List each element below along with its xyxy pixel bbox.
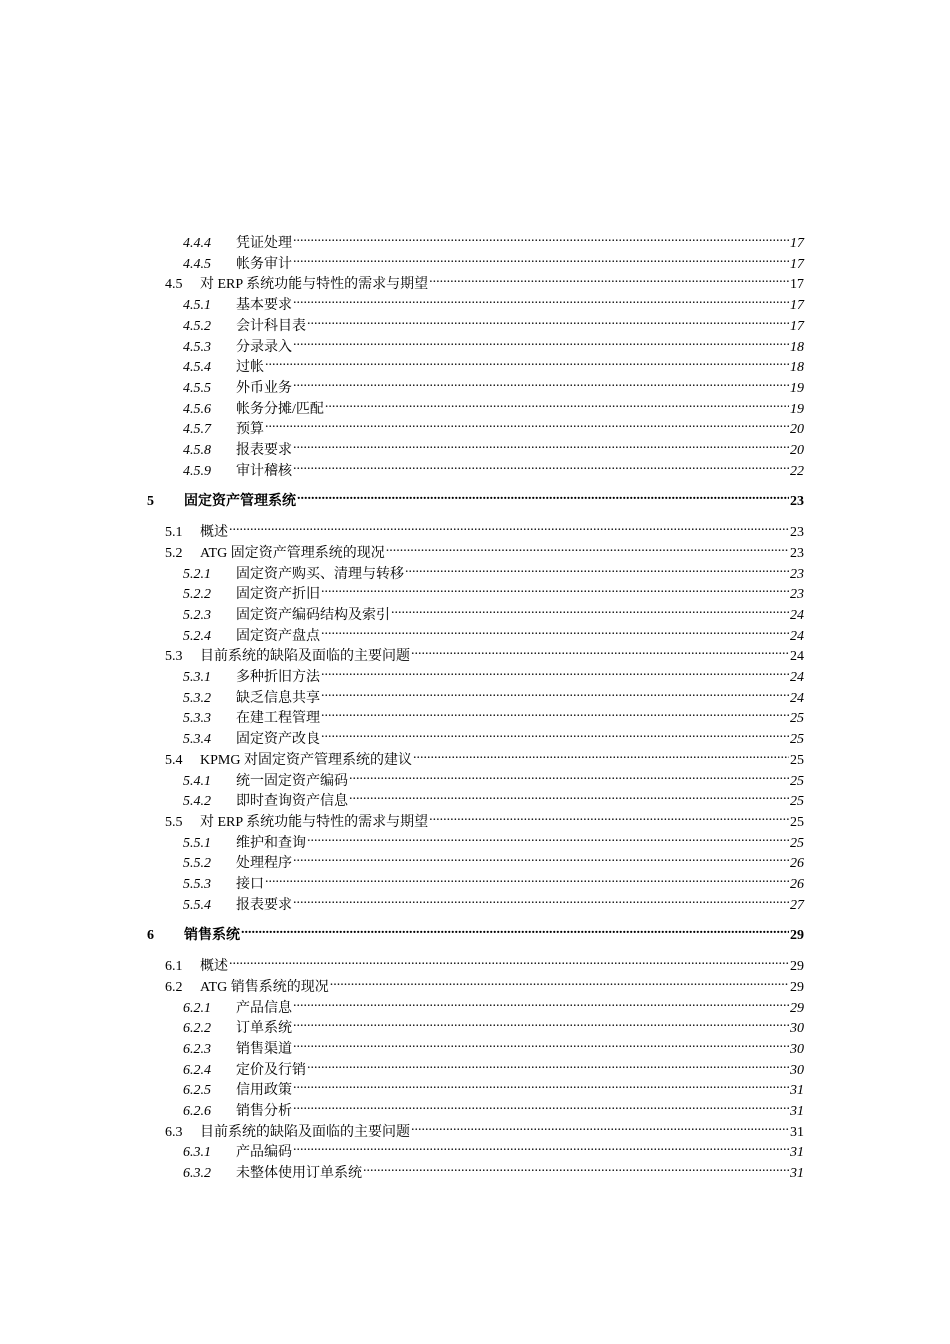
toc-entry-page: 17 (790, 318, 804, 334)
toc-entry-title: 帐务分摊/匹配 (236, 401, 324, 417)
toc-entry-title: 固定资产折旧 (236, 587, 320, 603)
toc-entry-title: 产品编码 (236, 1145, 292, 1161)
toc-entry-number: 5.5.2 (183, 856, 211, 872)
toc-dot-leader (321, 663, 789, 681)
toc-dot-leader (297, 487, 789, 505)
toc-dot-leader (391, 601, 789, 619)
toc-entry-page: 31 (790, 1124, 804, 1140)
toc-entry-number: 5.2.1 (183, 566, 211, 582)
toc-entry-number: 4.5.2 (183, 318, 211, 334)
toc-entry-title: 固定资产盘点 (236, 628, 320, 644)
toc-entry-number: 4.5.9 (183, 463, 211, 479)
toc-entry-title: 销售渠道 (236, 1041, 292, 1057)
toc-entry-number: 4.5.4 (183, 360, 211, 376)
toc-entry-number: 5 (147, 494, 154, 510)
toc-entry[interactable] (183, 1138, 804, 1161)
toc-entry[interactable] (183, 622, 804, 644)
toc-entry-number: 6.2.4 (183, 1062, 211, 1078)
toc-entry-number: 5.3 (165, 649, 183, 665)
toc-dot-leader (293, 849, 789, 867)
toc-entry-number: 5.1 (165, 525, 183, 541)
toc-entry-page: 25 (790, 752, 804, 768)
toc-entry-title: 信用政策 (236, 1083, 292, 1099)
toc-entry-page: 17 (790, 256, 804, 272)
toc-dot-leader (293, 1035, 789, 1053)
toc-entry-number: 4.5.3 (183, 339, 211, 355)
toc-dot-leader (293, 250, 789, 268)
toc-entry-number: 4.5.5 (183, 380, 211, 396)
toc-dot-leader (265, 870, 789, 888)
toc-entry-page: 24 (790, 690, 804, 706)
toc-entry-title: 目前系统的缺陷及面临的主要问题 (200, 1124, 410, 1140)
toc-entry[interactable] (183, 312, 804, 334)
toc-dot-leader (405, 560, 789, 578)
toc-entry-page: 22 (790, 463, 804, 479)
toc-entry-number: 6.2.2 (183, 1021, 211, 1037)
toc-entry-title: 对 ERP 系统功能与特性的需求与期望 (200, 277, 429, 293)
toc-dot-leader (429, 270, 789, 288)
toc-entry[interactable] (165, 518, 804, 541)
toc-dot-leader (321, 684, 789, 702)
toc-entry-title: 销售分析 (236, 1104, 292, 1119)
toc-entry-number: 5.2 (165, 545, 183, 561)
toc-entry-title: 基本要求 (236, 298, 292, 314)
toc-dot-leader (229, 518, 789, 536)
toc-entry-title: 接口 (236, 877, 264, 892)
toc-entry-page: 23 (790, 545, 804, 561)
toc-entry-page: 24 (790, 607, 804, 623)
toc-dot-leader (321, 622, 789, 640)
toc-entry-number: 4.5 (165, 277, 183, 293)
toc-entry-page: 27 (790, 897, 804, 913)
toc-dot-leader (321, 580, 789, 598)
toc-entry-title: 报表要求 (236, 897, 292, 913)
toc-entry[interactable] (183, 1097, 804, 1119)
toc-entry-number: 6.2 (165, 979, 183, 995)
toc-entry[interactable] (183, 580, 804, 603)
toc-entry-number: 6.2.1 (183, 1000, 211, 1016)
toc-entry-title: 目前系统的缺陷及面临的主要问题 (200, 649, 410, 665)
toc-entry-number: 5.3.4 (183, 732, 211, 748)
toc-entry-title: ATG 固定资产管理系统的现况 (200, 545, 385, 561)
toc-dot-leader (293, 1014, 789, 1032)
toc-entry[interactable] (147, 921, 804, 944)
toc-entry-page: 29 (790, 959, 804, 975)
toc-entry[interactable] (183, 601, 804, 623)
toc-entry[interactable] (183, 1159, 804, 1182)
toc-entry[interactable] (183, 870, 804, 892)
toc-entry-number: 5.5.1 (183, 835, 211, 851)
toc-dot-leader (293, 457, 789, 475)
toc-entry-page: 29 (790, 1000, 804, 1016)
toc-entry-number: 5.3.3 (183, 711, 211, 727)
toc-entry[interactable] (165, 808, 804, 830)
toc-dot-leader (411, 642, 789, 660)
toc-entry-number: 4.5.1 (183, 298, 211, 314)
toc-entry-page: 31 (790, 1104, 804, 1119)
toc-entry[interactable] (183, 374, 804, 396)
toc-entry-number: 4.5.8 (183, 443, 211, 458)
toc-entry-title: 在建工程管理 (236, 711, 320, 727)
toc-entry-page: 30 (790, 1041, 804, 1057)
toc-entry-number: 6.3 (165, 1124, 183, 1140)
toc-entry[interactable] (183, 663, 804, 685)
toc-entry[interactable] (183, 725, 804, 748)
toc-entry[interactable] (183, 767, 804, 789)
toc-dot-leader (293, 1076, 789, 1094)
toc-entry-page: 31 (790, 1145, 804, 1161)
toc-entry-title: 销售系统 (184, 928, 240, 944)
toc-entry-page: 25 (790, 814, 804, 830)
toc-entry[interactable] (183, 291, 804, 314)
toc-entry-page: 23 (790, 566, 804, 582)
toc-entry-number: 6.1 (165, 959, 183, 975)
toc-entry-page: 25 (790, 711, 804, 727)
toc-dot-leader (321, 704, 789, 722)
toc-entry-number: 5.5.4 (183, 897, 211, 913)
toc-dot-leader (411, 1118, 789, 1136)
toc-entry-page: 31 (790, 1166, 804, 1182)
toc-entry[interactable] (183, 1014, 804, 1037)
toc-entry-page: 17 (790, 236, 804, 251)
toc-entry-page: 18 (790, 339, 804, 355)
toc-entry-number: 6.2.6 (183, 1104, 211, 1119)
toc-entry[interactable] (183, 704, 804, 727)
toc-entry-title: 订单系统 (236, 1021, 292, 1037)
toc-entry-page: 29 (790, 979, 804, 995)
toc-entry[interactable] (183, 353, 804, 376)
toc-entry-number: 5.5 (165, 814, 183, 830)
toc-dot-leader (293, 891, 789, 909)
toc-entry-page: 19 (790, 401, 804, 417)
toc-entry[interactable] (183, 891, 804, 913)
toc-entry-number: 4.5.7 (183, 422, 211, 438)
toc-entry-page: 25 (790, 794, 804, 810)
toc-entry-number: 4.4.5 (183, 256, 211, 272)
toc-entry-title: 对 ERP 系统功能与特性的需求与期望 (200, 814, 429, 830)
toc-entry[interactable] (183, 415, 804, 438)
toc-dot-leader (293, 1097, 789, 1115)
toc-dot-leader (293, 333, 789, 351)
toc-dot-leader (429, 808, 789, 826)
toc-entry[interactable] (183, 395, 804, 417)
toc-entry-number: 6.3.1 (183, 1145, 211, 1161)
toc-entry-page: 17 (790, 277, 804, 293)
toc-entry-page: 30 (790, 1021, 804, 1037)
toc-entry-title: 多种折旧方法 (236, 670, 320, 685)
toc-dot-leader (413, 746, 789, 764)
toc-entry-page: 23 (790, 525, 804, 541)
toc-dot-leader (349, 767, 789, 785)
toc-dot-leader (293, 436, 789, 454)
toc-entry-page: 25 (790, 773, 804, 789)
toc-entry[interactable] (183, 436, 804, 458)
toc-entry-page: 19 (790, 380, 804, 396)
toc-entry-title: 预算 (236, 422, 264, 438)
toc-entry-title: 维护和查询 (236, 835, 306, 851)
toc-entry-title: 处理程序 (236, 856, 292, 872)
toc-dot-leader (241, 921, 789, 939)
toc-entry[interactable] (165, 746, 804, 768)
toc-entry-number: 6.2.3 (183, 1041, 211, 1057)
toc-entry-number: 5.3.2 (183, 690, 211, 706)
toc-entry[interactable] (183, 1056, 804, 1078)
toc-entry-title: 帐务审计 (236, 256, 292, 272)
toc-entry-number: 5.2.4 (183, 628, 211, 644)
toc-entry-title: 未整体使用订单系统 (236, 1166, 362, 1182)
toc-entry-page: 23 (790, 587, 804, 603)
toc-entry-title: 固定资产编码结构及索引 (236, 607, 390, 623)
toc-dot-leader (330, 973, 789, 991)
toc-entry-title: 固定资产管理系统 (184, 494, 296, 510)
toc-entry-title: 外币业务 (236, 380, 292, 396)
toc-entry-title: 固定资产改良 (236, 732, 320, 748)
toc-entry-number: 6.2.5 (183, 1083, 211, 1099)
toc-dot-leader (386, 539, 789, 557)
toc-entry-page: 29 (790, 928, 804, 944)
toc-dot-leader (325, 395, 789, 413)
toc-dot-leader (293, 291, 789, 309)
toc-entry-number: 4.4.4 (183, 236, 211, 251)
toc-entry[interactable] (183, 684, 804, 706)
toc-entry-title: 即时查询资产信息 (236, 794, 348, 810)
toc-dot-leader (307, 312, 789, 330)
toc-entry-title: 凭证处理 (236, 236, 292, 251)
toc-entry-number: 5.4.1 (183, 773, 211, 789)
toc-entry-number: 5.5.3 (183, 877, 211, 892)
toc-entry-page: 26 (790, 877, 804, 892)
toc-dot-leader (307, 829, 789, 847)
toc-entry[interactable] (183, 849, 804, 872)
toc-entry[interactable] (165, 539, 804, 561)
toc-dot-leader (265, 415, 789, 433)
toc-entry[interactable] (165, 642, 804, 665)
toc-entry-page: 25 (790, 835, 804, 851)
toc-dot-leader (293, 994, 789, 1012)
toc-entry[interactable] (183, 333, 804, 355)
toc-entry[interactable] (183, 229, 804, 251)
toc-entry-title: 产品信息 (236, 1000, 292, 1016)
toc-entry-title: 概述 (200, 525, 228, 541)
toc-entry-page: 31 (790, 1083, 804, 1099)
toc-dot-leader (293, 1138, 789, 1156)
toc-entry[interactable] (165, 952, 804, 975)
toc-entry-page: 18 (790, 360, 804, 376)
toc-entry-number: 4.5.6 (183, 401, 211, 417)
toc-entry-page: 24 (790, 628, 804, 644)
toc-entry-title: 概述 (200, 959, 228, 975)
toc-dot-leader (229, 952, 789, 970)
toc-dot-leader (363, 1159, 789, 1177)
toc-entry-page: 23 (790, 494, 804, 510)
toc-entry[interactable] (165, 1118, 804, 1140)
toc-entry[interactable] (183, 457, 804, 479)
toc-entry-title: 过帐 (236, 360, 264, 376)
toc-entry[interactable] (183, 250, 804, 272)
toc-entry-page: 20 (790, 422, 804, 438)
toc-dot-leader (321, 725, 789, 743)
toc-entry-number: 5.2.3 (183, 607, 211, 623)
toc-entry-page: 25 (790, 732, 804, 748)
toc-entry-title: 统一固定资产编码 (236, 773, 348, 789)
toc-entry-title: 会计科目表 (236, 318, 306, 334)
toc-entry-title: 分录录入 (236, 339, 292, 355)
toc-entry-number: 6 (147, 928, 154, 944)
toc-entry-title: 固定资产购买、清理与转移 (236, 566, 404, 582)
toc-entry-title: 定价及行销 (236, 1062, 306, 1078)
toc-dot-leader (293, 374, 789, 392)
toc-entry[interactable] (165, 973, 804, 995)
toc-entry-title: ATG 销售系统的现况 (200, 979, 329, 995)
toc-entry-number: 5.4 (165, 752, 183, 768)
toc-entry-page: 26 (790, 856, 804, 872)
toc-entry-number: 6.3.2 (183, 1166, 211, 1182)
toc-entry[interactable] (183, 1035, 804, 1057)
toc-entry-page: 24 (790, 649, 804, 665)
toc-entry[interactable] (165, 270, 804, 293)
toc-entry-page: 17 (790, 298, 804, 314)
toc-entry[interactable] (183, 829, 804, 851)
toc-entry-number: 5.3.1 (183, 670, 211, 685)
toc-dot-leader (349, 787, 789, 805)
toc-entry-page: 20 (790, 443, 804, 458)
toc-entry[interactable] (183, 787, 804, 810)
toc-entry-title: 缺乏信息共享 (236, 690, 320, 706)
toc-entry[interactable] (183, 994, 804, 1016)
toc-entry-title: 审计稽核 (236, 463, 292, 479)
toc-dot-leader (307, 1056, 789, 1074)
toc-entry-number: 5.2.2 (183, 587, 211, 603)
toc-entry-number: 5.4.2 (183, 794, 211, 810)
toc-dot-leader (265, 353, 789, 371)
toc-dot-leader (293, 229, 789, 247)
toc-entry-page: 24 (790, 670, 804, 685)
toc-entry[interactable] (183, 560, 804, 582)
toc-entry-title: 报表要求 (236, 443, 292, 458)
toc-entry-title: KPMG 对固定资产管理系统的建议 (200, 752, 412, 768)
toc-entry-page: 30 (790, 1062, 804, 1078)
toc-entry[interactable] (183, 1076, 804, 1099)
toc-entry[interactable] (147, 487, 804, 510)
